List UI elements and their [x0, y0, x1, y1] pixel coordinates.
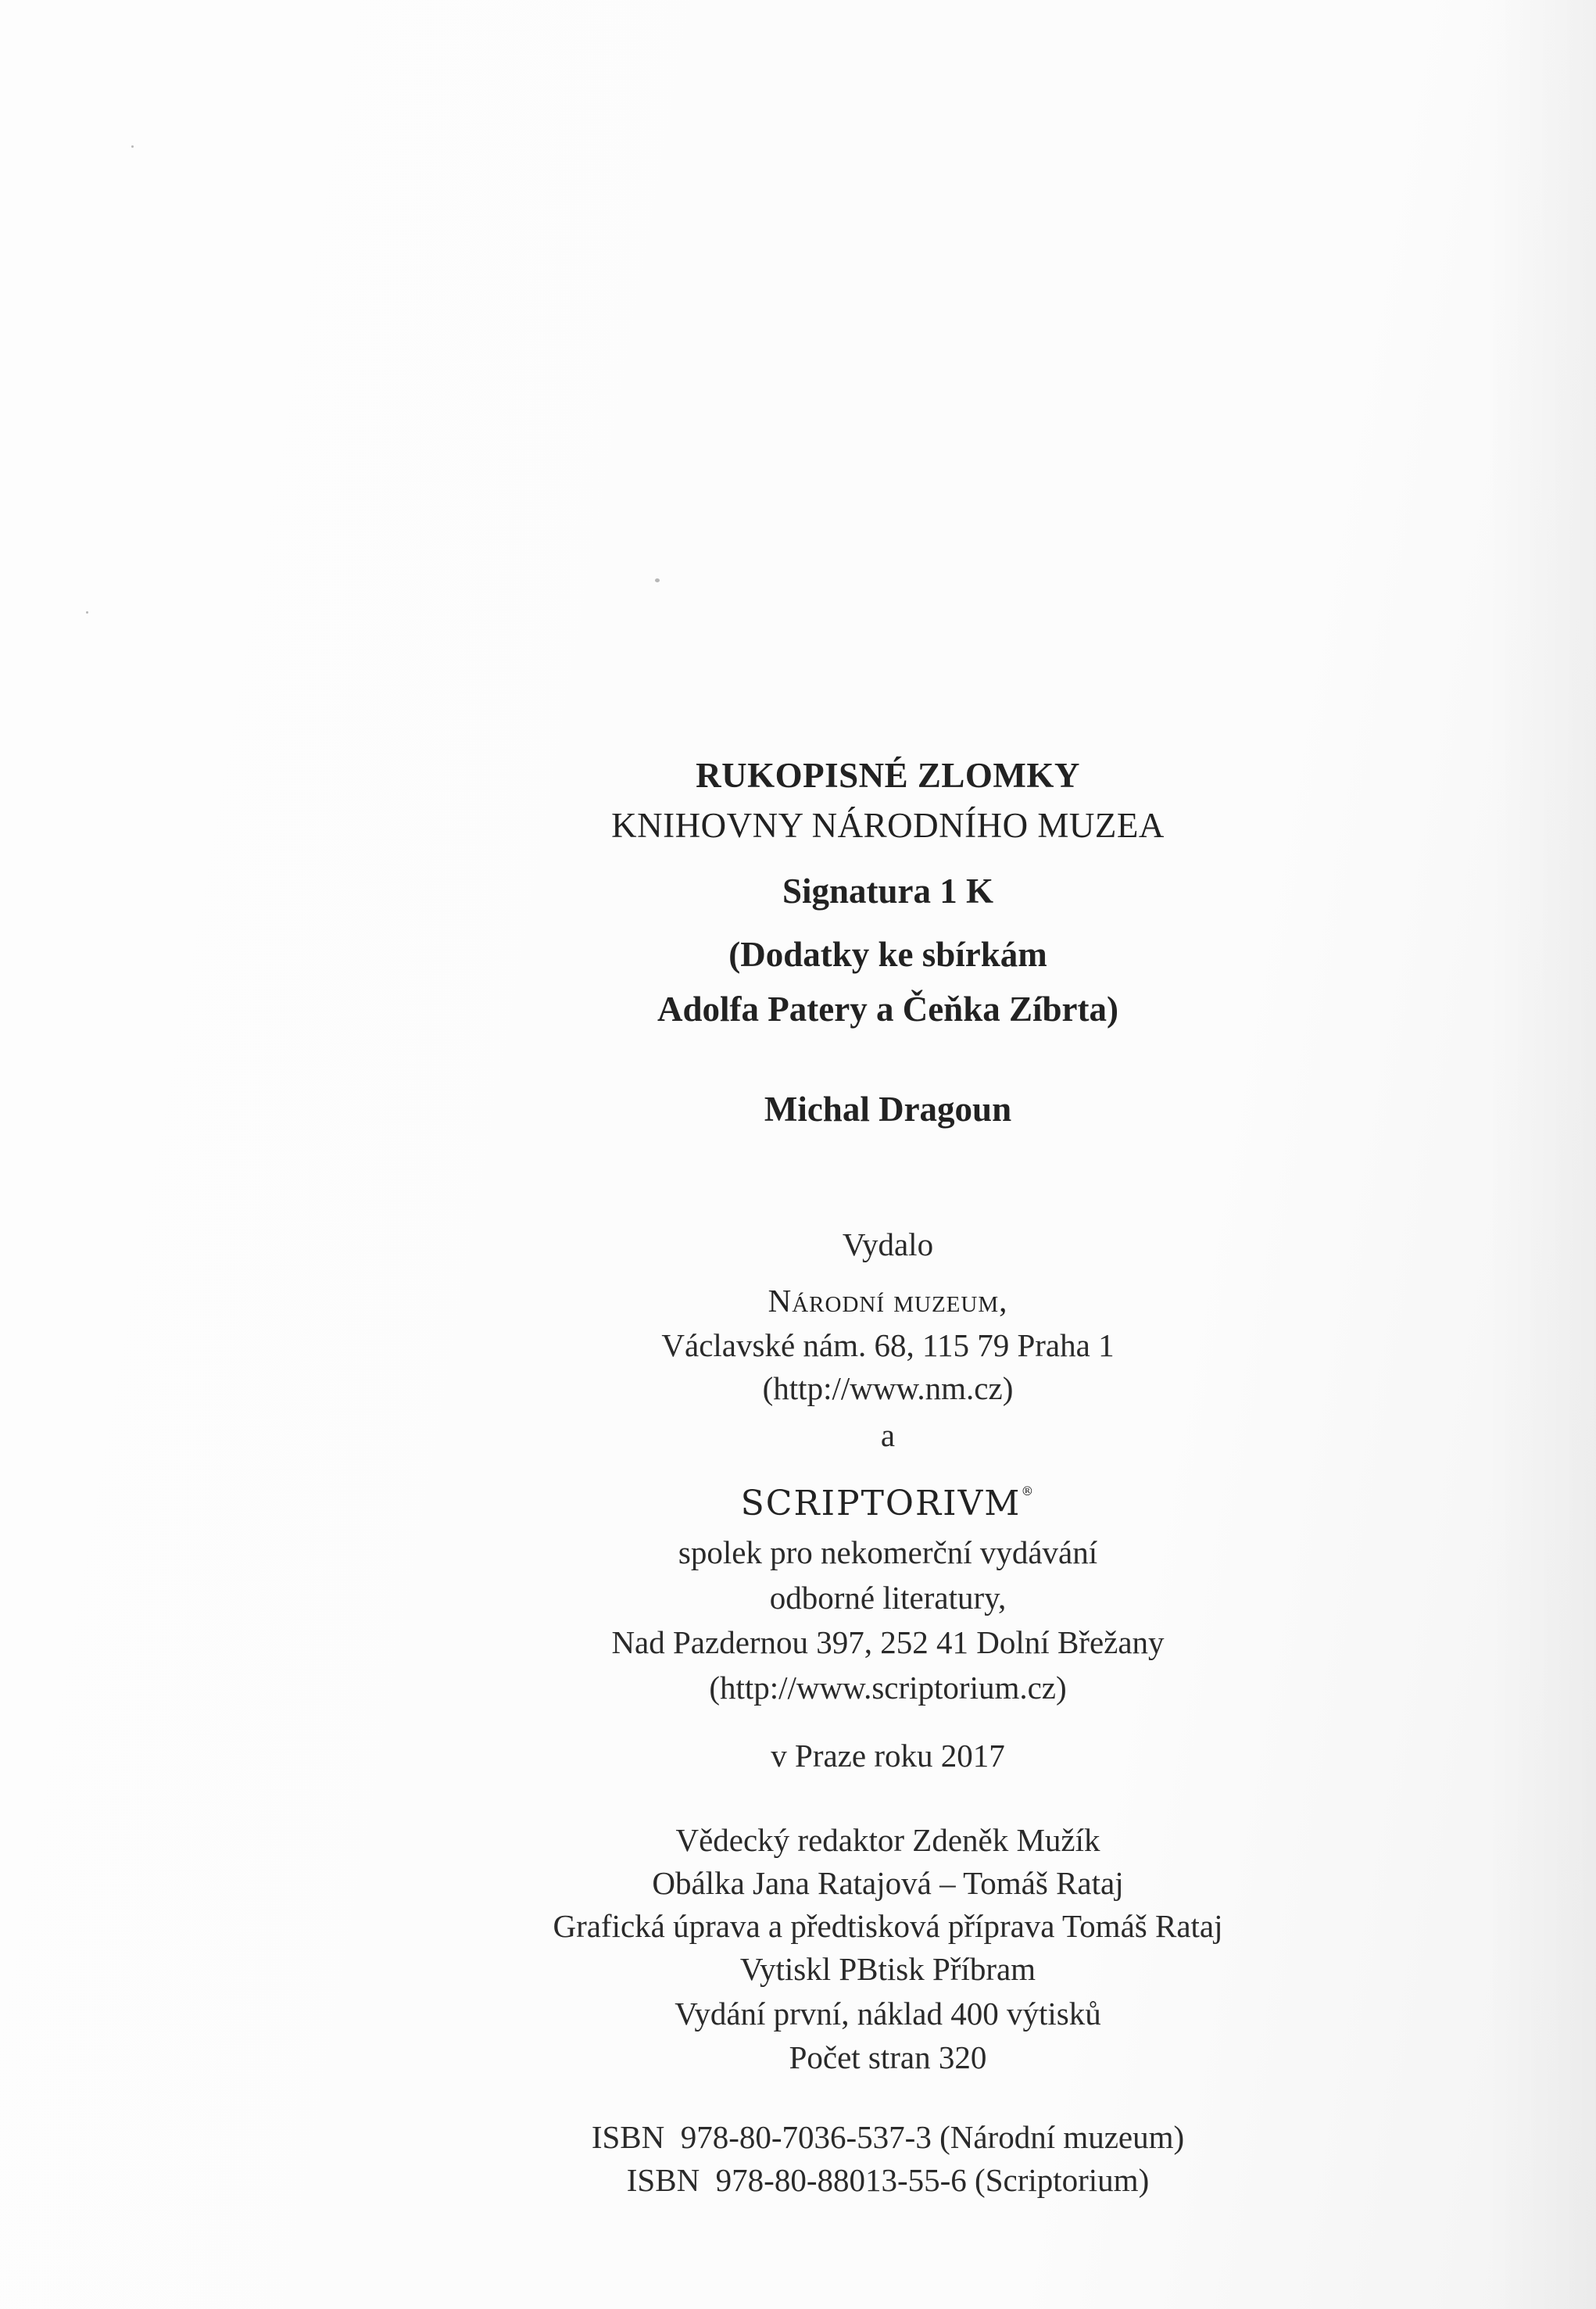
credit-line: Počet stran 320 — [789, 2039, 987, 2075]
co-publisher-url: (http://www.scriptorium.cz) — [709, 1670, 1067, 1706]
dust-speck — [655, 578, 660, 582]
registered-mark: ® — [1021, 1484, 1036, 1498]
scriptorium-logo — [0, 1484, 1596, 1523]
title-line-2: KNIHOVNY NÁRODNÍHO MUZEA — [611, 806, 1165, 845]
credit-line: Vydání první, náklad 400 výtisků — [675, 1996, 1101, 2032]
publisher-address: Václavské nám. 68, 115 79 Praha 1 — [661, 1327, 1115, 1363]
isbn-line: ISBN 978-80-7036-537-3 (Národní muzeum) — [591, 2119, 1185, 2155]
credit-line: Obálka Jana Ratajová – Tomáš Rataj — [652, 1865, 1124, 1901]
publisher-name: Národní muzeum, — [768, 1283, 1008, 1319]
logo-text: SCRIPTORIVM — [740, 1484, 1022, 1523]
co-publisher-address: Nad Pazdernou 397, 252 41 Dolní Břežany — [611, 1624, 1165, 1660]
title-line-1: RUKOPISNÉ ZLOMKY — [696, 756, 1080, 795]
published-by: Vydalo — [842, 1226, 934, 1262]
place-year: v Praze roku 2017 — [771, 1738, 1005, 1774]
author: Michal Dragoun — [764, 1090, 1012, 1129]
credit-line: Grafická úprava a předtisková příprava Tomáš Rataj — [553, 1908, 1223, 1944]
signature: Signatura 1 K — [782, 872, 994, 911]
co-publisher-line-2: odborné literatury, — [769, 1580, 1007, 1616]
dust-speck — [86, 611, 88, 614]
credit-line: Vytiskl PBtisk Příbram — [739, 1951, 1036, 1987]
subtitle-line-2: Adolfa Patery a Čeňka Zíbrta) — [657, 990, 1118, 1029]
conjunction: a — [880, 1417, 896, 1453]
isbn-line: ISBN 978-80-88013-55-6 (Scriptorium) — [626, 2162, 1150, 2198]
co-publisher-line-1: spolek pro nekomerční vydávání — [678, 1534, 1098, 1570]
subtitle-line-1: (Dodatky ke sbírkám — [728, 935, 1047, 974]
publisher-url: (http://www.nm.cz) — [762, 1370, 1014, 1406]
dust-speck — [131, 145, 134, 148]
credit-line: Vědecký redaktor Zdeněk Mužík — [675, 1822, 1100, 1858]
